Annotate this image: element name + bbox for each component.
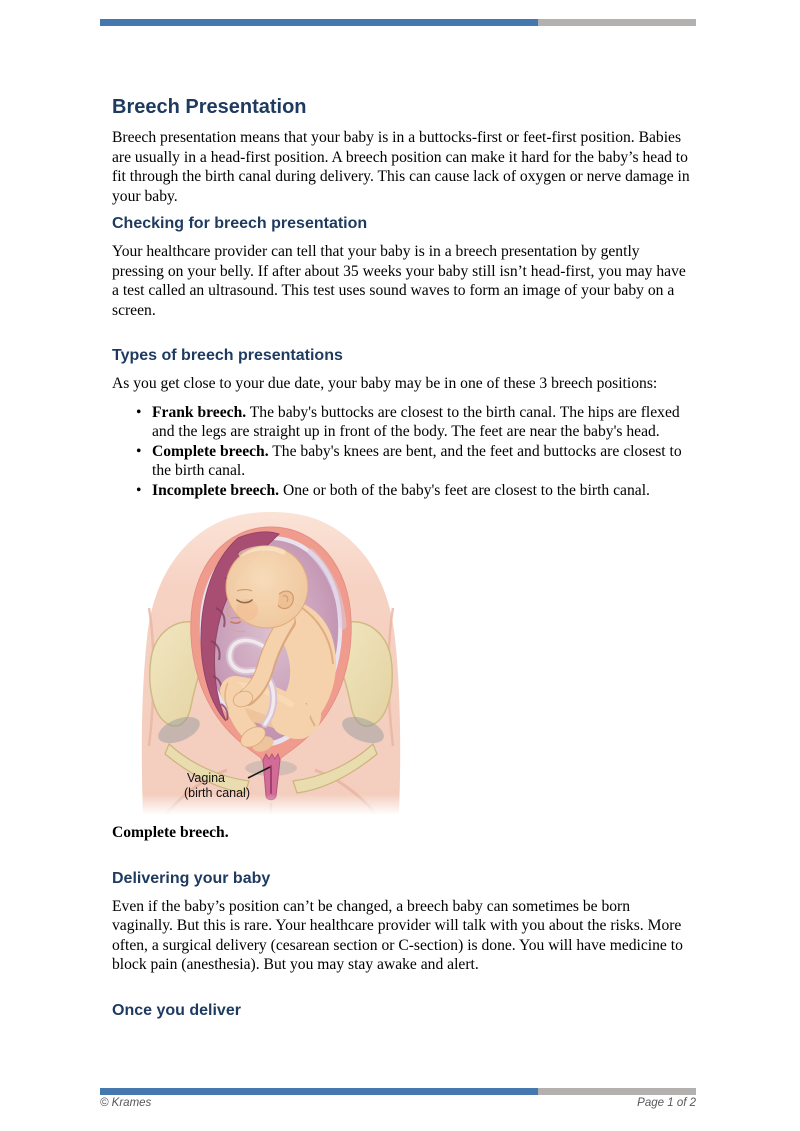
section-heading-checking: Checking for breech presentation xyxy=(112,215,368,232)
list-item-desc: One or both of the baby's feet are closest to the birth canal. xyxy=(282,481,650,499)
list-item-incomplete-breech xyxy=(152,481,690,501)
footer xyxy=(100,1097,696,1109)
document-content xyxy=(112,96,690,1029)
top-divider-blue-segment xyxy=(100,19,538,26)
top-divider-gray-segment xyxy=(538,19,696,26)
footer-divider-gray-segment xyxy=(538,1088,696,1095)
breech-types-list xyxy=(112,403,690,501)
bottom-fade xyxy=(135,794,407,815)
page-title: Breech Presentation xyxy=(112,96,307,118)
list-item-complete-breech xyxy=(152,442,690,481)
footer-divider-blue-segment xyxy=(100,1088,538,1095)
footer-divider-bar xyxy=(100,1088,696,1095)
section-heading-types: Types of breech presentations xyxy=(112,347,343,364)
list-item-term: Incomplete breech. xyxy=(152,481,280,499)
breech-illustration xyxy=(135,508,407,815)
section-heading-once-you-deliver: Once you deliver xyxy=(112,1001,241,1019)
section-body-delivering: Even if the baby’s position can’t be changed, a breech baby can sometimes be born vaginally. But this is rare. Your healthcare provider will talk with you about the risks. More often, a surgical delivery (cesarean section or C-section) is done. You will have medicine to block pain (anesthesia). But you may stay awake and alert. xyxy=(112,897,683,973)
list-item-desc: The baby's buttocks are closest to the birth canal. The hips are flexed and the legs are straight up in front of the body. The feet are near the baby's head. xyxy=(152,403,680,440)
breech-illustration-svg xyxy=(135,508,407,815)
footer-page-number: Page 1 of 2 xyxy=(637,1097,696,1109)
figure-label-line2: (birth canal) xyxy=(184,786,250,800)
top-divider-bar xyxy=(100,19,696,26)
section-body-types: As you get close to your due date, your baby may be in one of these 3 breech positions: xyxy=(112,375,658,392)
list-item-frank-breech xyxy=(152,403,690,442)
figure-label-line1: Vagina xyxy=(187,771,225,785)
section-body-checking: Your healthcare provider can tell that your baby is in a breech presentation by gently pressing on your belly. If after about 35 weeks your baby still isn’t head-first, you may have a test called an ultrasound. This test uses sound waves to form an image of your baby on a screen. xyxy=(112,243,686,319)
figure-caption: Complete breech. xyxy=(112,824,229,841)
list-item-term: Frank breech. xyxy=(152,403,247,421)
section-heading-delivering: Delivering your baby xyxy=(112,869,271,887)
footer-copyright: © Krames xyxy=(100,1097,152,1109)
list-item-term: Complete breech. xyxy=(152,442,269,460)
intro-paragraph: Breech presentation means that your baby is in a buttocks-first or feet-first position. Babies are usually in a head-first position. A breech position can make it hard for the baby’s head to fit through the birth canal during delivery. This can cause lack of oxygen or nerve damage in your baby. xyxy=(112,129,690,205)
list-item-desc: The baby's knees are bent, and the feet and buttocks are closest to the birth canal. xyxy=(152,442,682,479)
